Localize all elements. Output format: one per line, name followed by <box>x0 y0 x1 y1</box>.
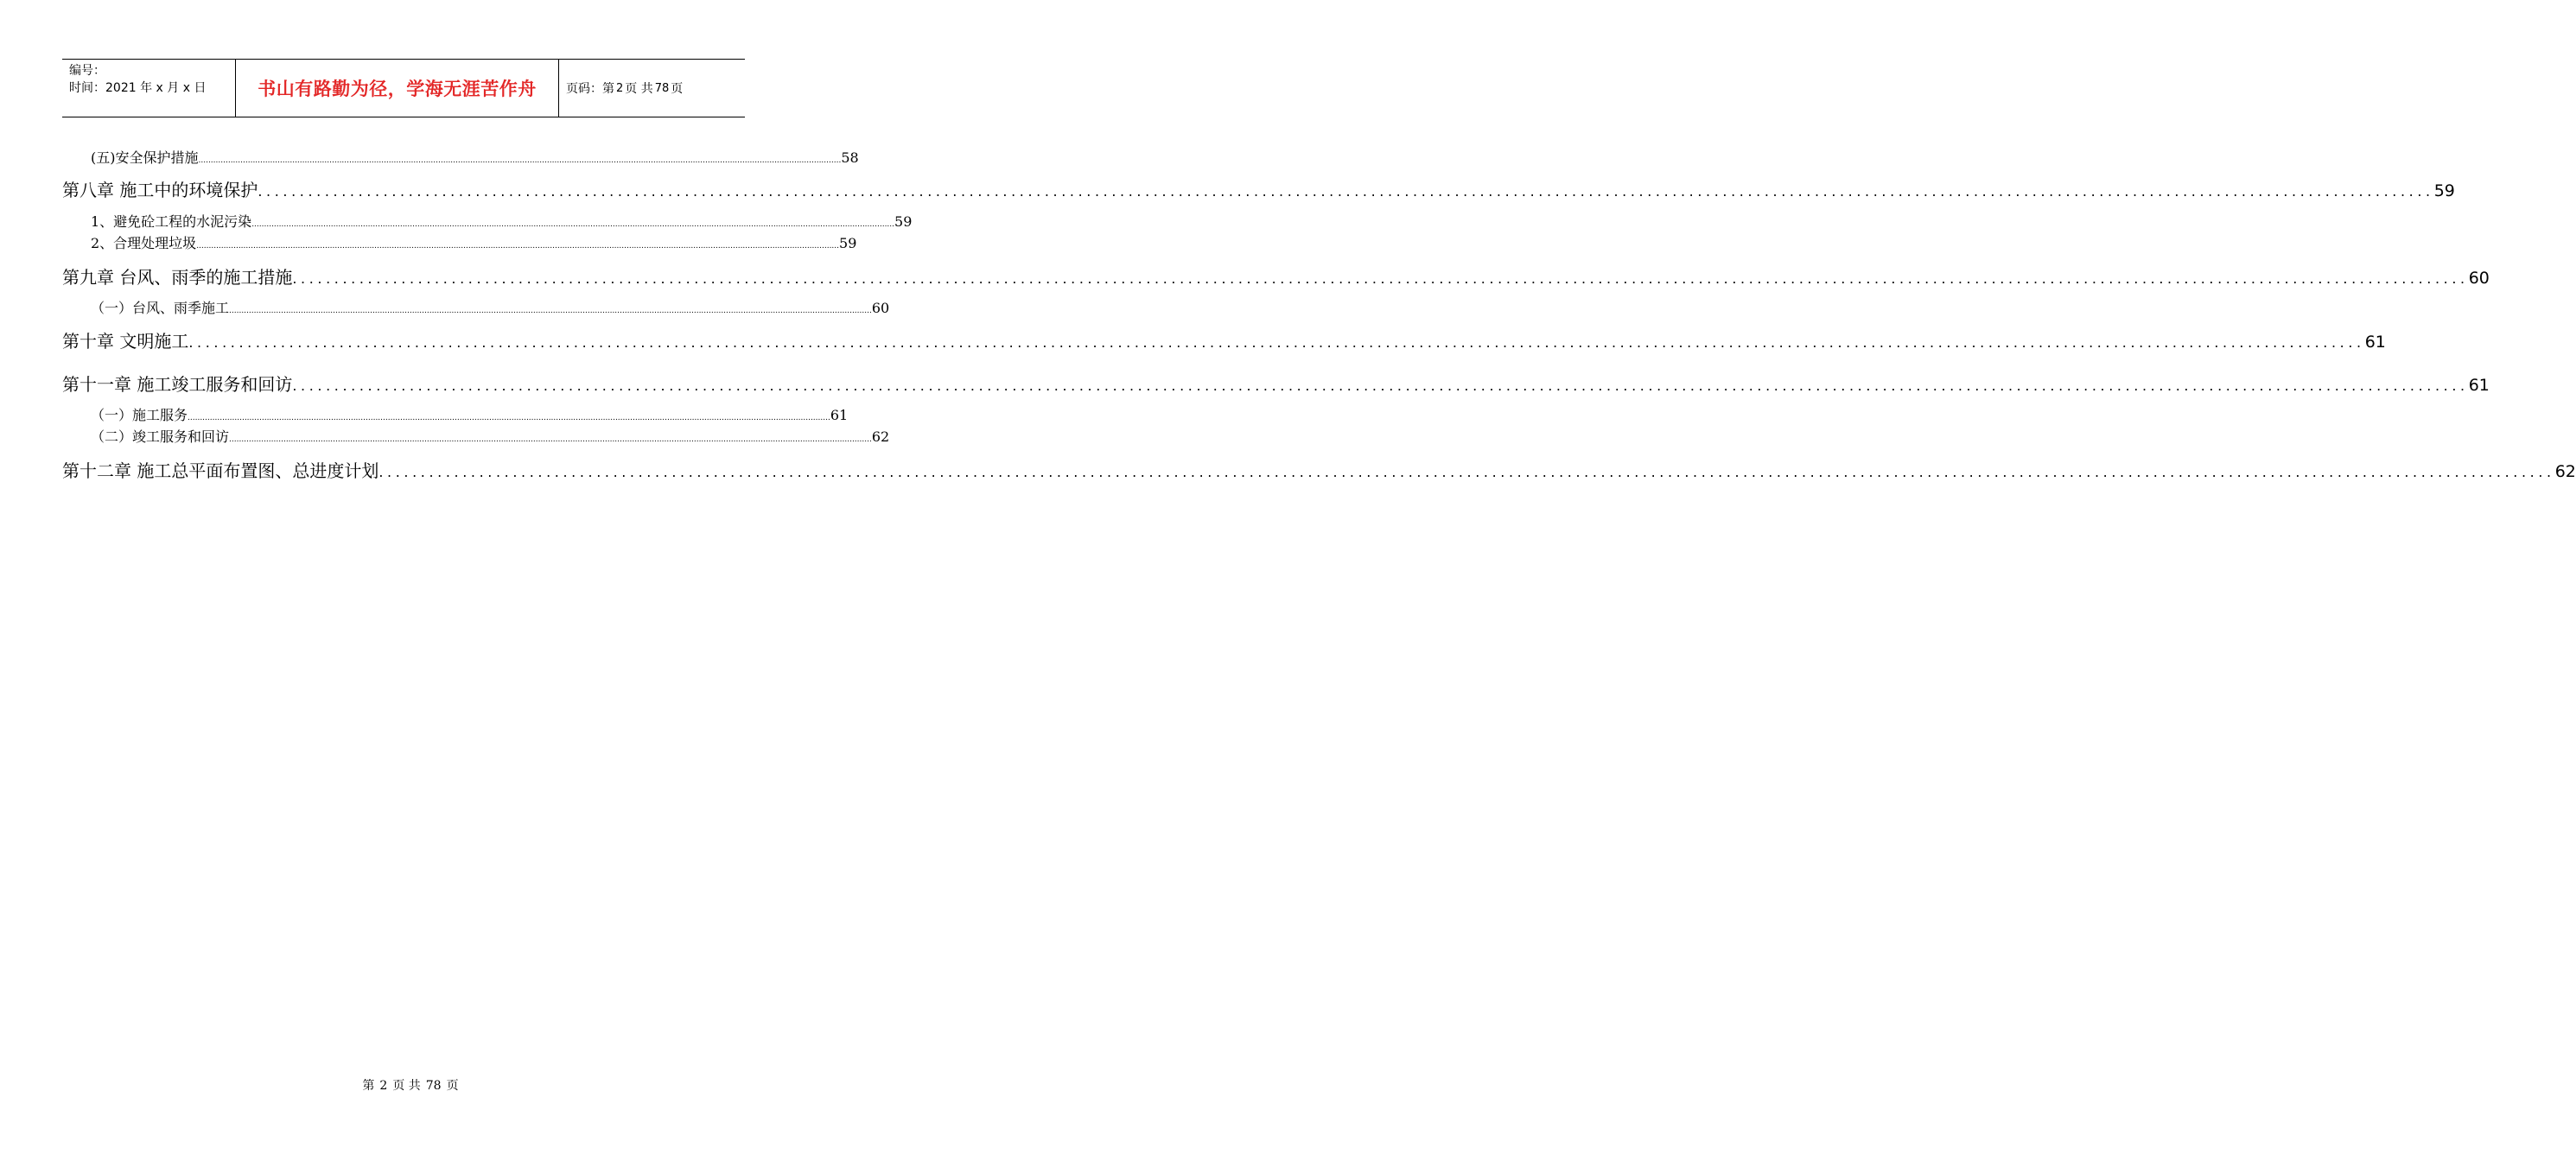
toc-entry-page: 60 <box>871 300 890 316</box>
toc-entry-page: 62 <box>2554 462 2576 481</box>
toc-entry-page: 58 <box>841 149 859 166</box>
toc-entry-page: 61 <box>2364 333 2386 352</box>
toc-chapter-entry[interactable] <box>62 457 2576 482</box>
toc-entry-title: （一）施工服务 <box>91 407 188 423</box>
toc-leader-dots: .................................................................................................................................................................................................................................................................... <box>196 242 840 251</box>
page-header <box>62 59 745 117</box>
header-motto: 书山有路勤为径，学海无涯苦作舟 <box>258 79 537 99</box>
toc-entry-page: 59 <box>2433 181 2455 200</box>
header-page-total: 78 <box>654 81 670 95</box>
footer-page-suffix: 页 <box>446 1079 459 1093</box>
toc-entry[interactable] <box>62 426 890 446</box>
toc-leader-dots: .................................................................................................................................................................................................................................................................... <box>258 183 2434 200</box>
toc-entry-page: 60 <box>2468 269 2490 288</box>
toc-leader-dots: .................................................................................................................................................................................................................................................................... <box>378 464 2555 480</box>
toc-entry-title: 第十一章 施工竣工服务和回访 <box>62 374 293 395</box>
footer-page-mid: 页 共 <box>392 1079 421 1093</box>
toc-entry[interactable] <box>62 147 859 167</box>
toc-chapter-entry[interactable] <box>62 263 2490 289</box>
document-code-label: 编号： <box>69 64 105 78</box>
header-page-number: 2 <box>616 81 624 95</box>
header-page-cell <box>559 60 745 117</box>
toc-leader-dots: .................................................................................................................................................................................................................................................................... <box>188 334 2365 351</box>
toc-entry-title: （二）竣工服务和回访 <box>91 428 230 445</box>
footer-page-number: 2 <box>379 1079 388 1093</box>
toc-entry[interactable] <box>62 232 857 252</box>
toc-entry-title: (五)安全保护措施 <box>91 149 199 166</box>
toc-entry[interactable] <box>62 297 890 317</box>
toc-entry-page: 62 <box>871 428 890 445</box>
toc-entry-title: 1、避免砼工程的水泥污染 <box>91 213 252 230</box>
toc-entry-title: 2、合理处理垃圾 <box>91 235 197 251</box>
header-motto-cell <box>236 60 559 117</box>
footer-page-prefix: 第 <box>362 1079 375 1093</box>
header-page-suffix: 页 <box>671 82 684 96</box>
header-page-mid: 页 共 <box>625 82 653 96</box>
document-date: 时间：2021 年 x 月 x 日 <box>69 81 207 95</box>
toc-chapter-entry[interactable] <box>62 176 2455 201</box>
toc-leader-dots: .................................................................................................................................................................................................................................................................... <box>229 307 872 315</box>
toc-entry-page: 61 <box>830 407 849 423</box>
toc-entry-page: 59 <box>839 235 857 251</box>
toc-entry-title: 第八章 施工中的环境保护 <box>62 180 258 200</box>
toc-leader-dots: .................................................................................................................................................................................................................................................................... <box>292 377 2469 394</box>
toc-entry-page: 59 <box>894 213 913 230</box>
toc-leader-dots: .................................................................................................................................................................................................................................................................... <box>251 220 895 229</box>
toc-entry[interactable] <box>62 404 849 424</box>
toc-leader-dots: .................................................................................................................................................................................................................................................................... <box>292 270 2469 287</box>
toc-chapter-entry[interactable] <box>62 327 2386 352</box>
toc-entry[interactable] <box>62 211 913 231</box>
toc-entry-title: 第九章 台风、雨季的施工措施 <box>62 267 293 288</box>
footer-page-total: 78 <box>425 1079 442 1093</box>
toc-chapter-entry[interactable] <box>62 371 2490 396</box>
toc-entry-title: 第十二章 施工总平面布置图、总进度计划 <box>62 460 379 481</box>
header-info-cell <box>62 60 236 117</box>
toc-entry-title: 第十章 文明施工 <box>62 331 189 352</box>
page-footer <box>0 1076 821 1094</box>
toc-leader-dots: .................................................................................................................................................................................................................................................................... <box>229 435 872 444</box>
header-page-prefix: 页码：第 <box>566 82 614 96</box>
toc-leader-dots: .................................................................................................................................................................................................................................................................... <box>198 156 842 165</box>
toc-entry-title: （一）台风、雨季施工 <box>91 300 230 316</box>
toc-leader-dots: .................................................................................................................................................................................................................................................................... <box>188 414 830 422</box>
toc-entry-page: 61 <box>2468 376 2490 395</box>
